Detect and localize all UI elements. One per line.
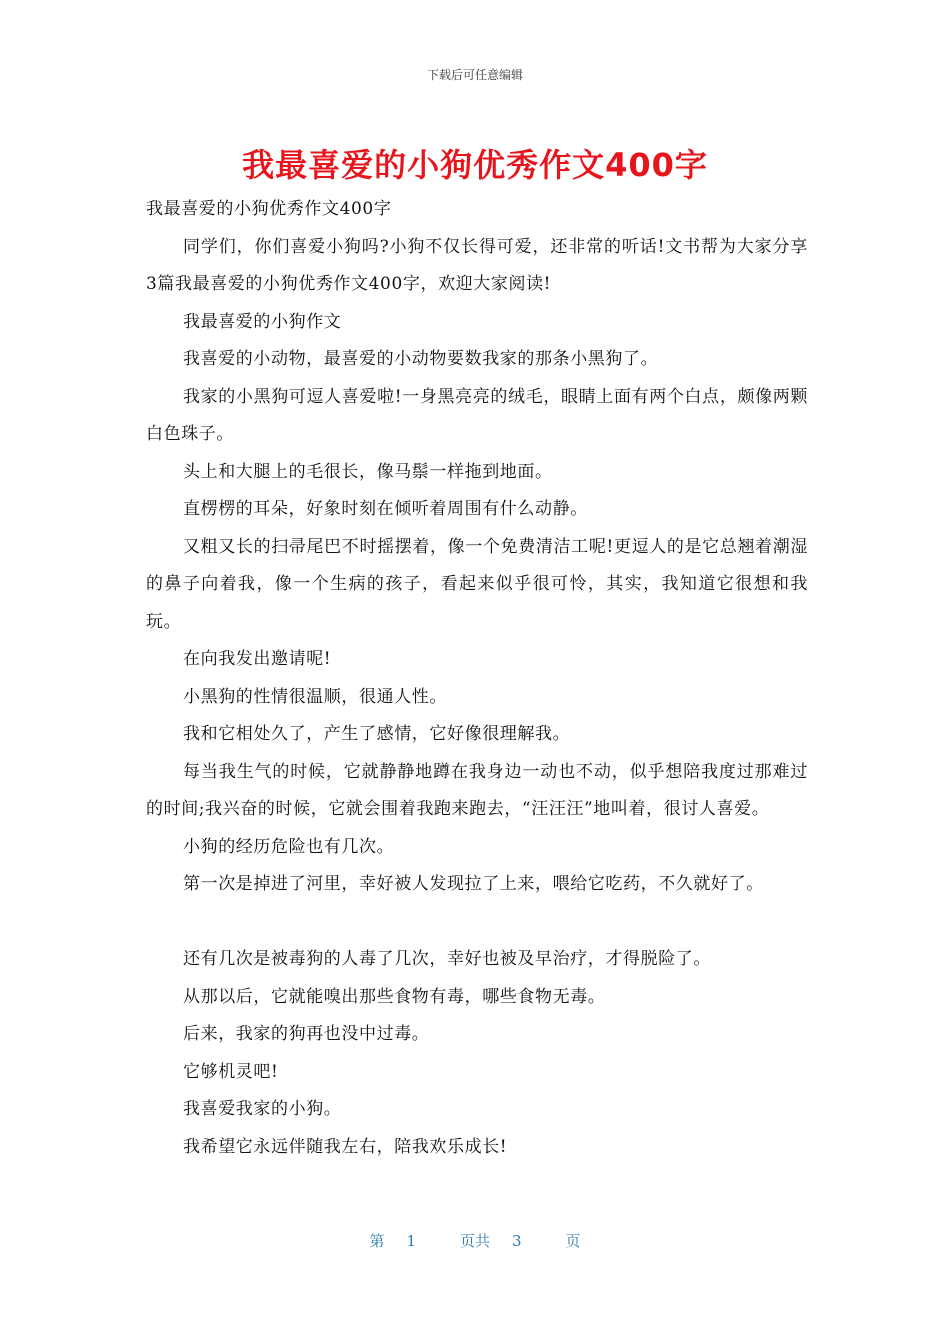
header-note: 下载后可任意编辑 [426,68,523,82]
body-paragraph: 每当我生气的时候，它就静静地蹲在我身边一动也不动，似乎想陪我度过那难过的时间;我兴奋的时候，它就会围着我跑来跑去，“汪汪汪”地叫着，很讨人喜爱。 [146,761,808,819]
body-paragraph: 从那以后，它就能嗅出那些食物有毒，哪些食物无毒。 [183,986,606,1007]
body-paragraph: 我希望它永远伴随我左右，陪我欢乐成长! [183,1136,508,1157]
document-body [146,191,808,1166]
body-paragraph: 直楞楞的耳朵，好象时刻在倾听着周围有什么动静。 [183,499,588,519]
body-paragraph: 同学们，你们喜爱小狗吗?小狗不仅长得可爱，还非常的听话!文书帮为大家分享3篇我最喜爱的小狗优秀作文400字，欢迎大家阅读! [146,236,808,294]
footer-page-number: 1 [406,1232,416,1250]
body-paragraph: 我和它相处久了，产生了感情，它好像很理解我。 [183,724,571,744]
body-paragraph: 我家的小黑狗可逗人喜爱啦!一身黑亮亮的绒毛，眼睛上面有两个白点，颇像两颗白色珠子。 [146,386,808,444]
body-paragraph: 第一次是掉进了河里，幸好被人发现拉了上来，喂给它吃药，不久就好了。 [183,874,764,894]
body-paragraph: 小黑狗的性情很温顺，很通人性。 [183,686,447,707]
body-paragraph: 小狗的经历危险也有几次。 [183,836,395,857]
body-paragraph: 又粗又长的扫帚尾巴不时摇摆着，像一个免费清洁工呢!更逗人的是它总翘着潮湿的鼻子向着我，像一个生病的孩子，看起来似乎很可怜，其实，我知道它很想和我玩。 [146,536,808,632]
footer-page-middle: 页共 [459,1232,490,1250]
blank-line [146,904,808,942]
footer-page-total: 3 [512,1232,522,1250]
body-paragraph: 我喜爱我家的小狗。 [183,1099,342,1119]
body-paragraph: 后来，我家的狗再也没中过毒。 [183,1024,430,1044]
body-paragraph: 我最喜爱的小狗优秀作文400字 [146,199,392,219]
body-paragraph: 头上和大腿上的毛很长，像马鬃一样拖到地面。 [183,461,553,482]
body-paragraph: 我喜爱的小动物，最喜爱的小动物要数我家的那条小黑狗了。 [183,349,659,369]
body-paragraph: 我最喜爱的小狗作文 [183,311,342,332]
body-paragraph: 它够机灵吧! [183,1061,279,1082]
footer-page-suffix: 页 [565,1232,581,1250]
footer-page-prefix: 第 [369,1232,385,1250]
body-paragraph: 还有几次是被毒狗的人毒了几次，幸好也被及早治疗，才得脱险了。 [183,949,711,969]
document-title: 我最喜爱的小狗优秀作文400字 [242,146,708,184]
body-paragraph: 在向我发出邀请呢! [183,649,332,669]
page-footer [0,1230,950,1251]
